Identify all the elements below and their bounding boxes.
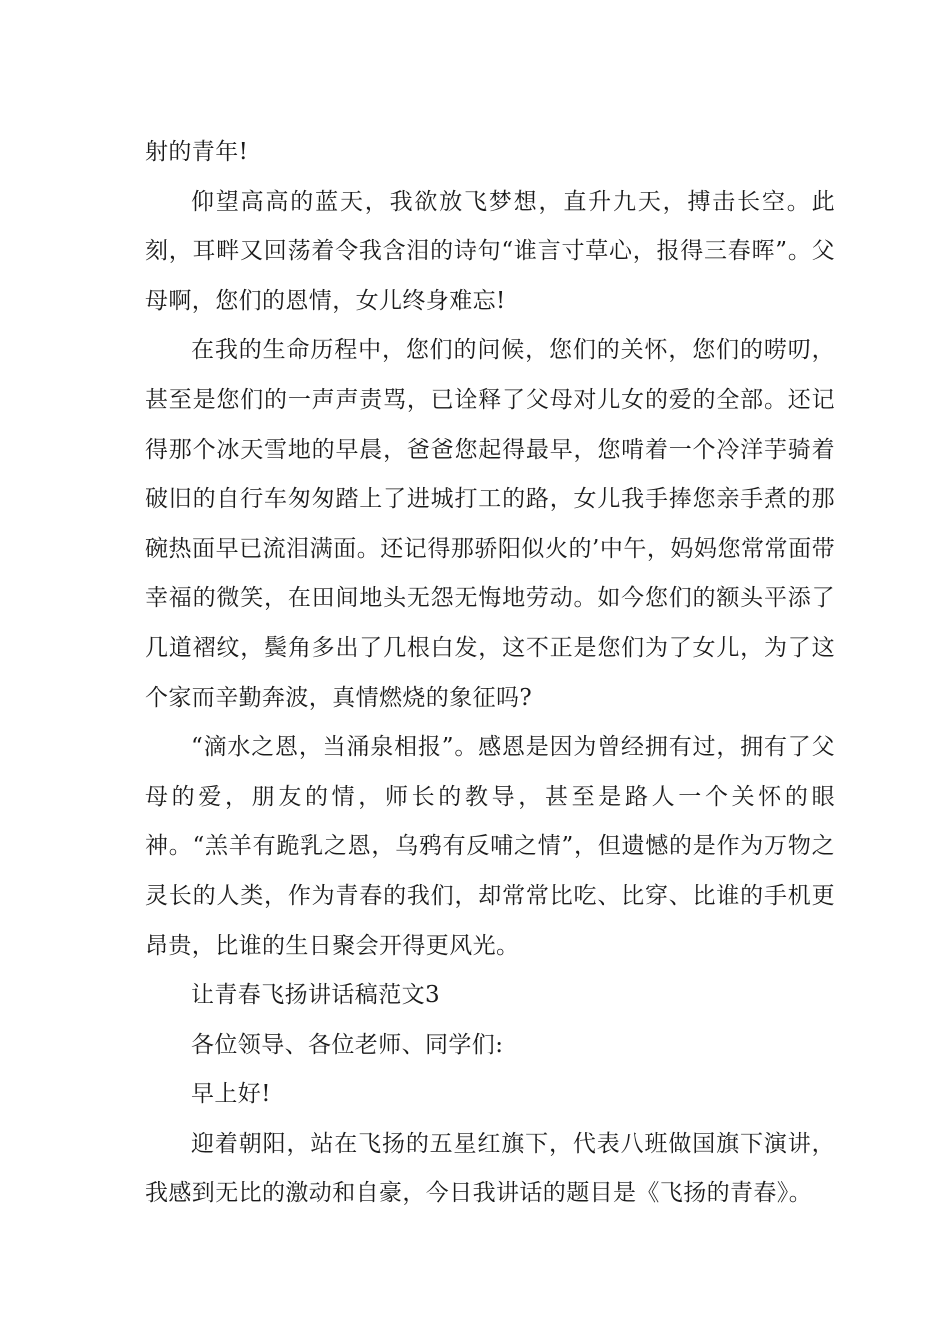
paragraph-speech-intro: 迎着朝阳，站在飞扬的五星红旗下，代表八班做国旗下演讲，我感到无比的激动和自豪，今日我讲话的题目是《飞扬的青春》。	[145, 1130, 835, 1207]
paragraph-continuation: 射的青年!	[145, 139, 249, 165]
paragraph-gratitude-sky: 仰望高高的蓝天，我欲放飞梦想，直升九天，搏击长空。此刻，耳畔又回荡着令我含泪的诗句“谁言寸草心，报得三春晖”。父母啊，您们的恩情，女儿终身难忘!	[145, 188, 835, 314]
paragraph-parents-love: 在我的生命历程中，您们的问候，您们的关怀，您们的唠叨，甚至是您们的一声声责骂，已诠释了父母对儿女的爱的全部。还记得那个冰天雪地的早晨，爸爸您起得最早，您啃着一个冷洋芋骑着破旧的自行车匆匆踏上了进城打工的路，女儿我手捧您亲手煮的那碗热面早已流泪满面。还记得那骄阳似火的’中午，妈妈您常常面带幸福的微笑，在田间地头无怨无悔地劳动。如今您们的额头平添了几道褶纹，鬓角多出了几根白发，这不正是您们为了女儿，为了这个家而辛勤奔波，真情燃烧的象征吗?	[145, 337, 835, 711]
salutation: 各位领导、各位老师、同学们:	[191, 1031, 504, 1058]
greeting: 早上好!	[191, 1081, 271, 1108]
paragraph-repay-kindness: “滴水之恩，当涌泉相报”。感恩是因为曾经拥有过，拥有了父母的爱，朋友的情，师长的教导，甚至是路人一个关怀的眼神。“羔羊有跪乳之恩，乌鸦有反哺之情”，但遗憾的是作为万物之灵长的人类，作为青春的我们，却常常比吃、比穿、比谁的手机更昂贵，比谁的生日聚会开得更风光。	[145, 734, 835, 959]
section-title: 让青春飞扬讲话稿范文3	[191, 982, 441, 1009]
document-body	[145, 128, 835, 1219]
